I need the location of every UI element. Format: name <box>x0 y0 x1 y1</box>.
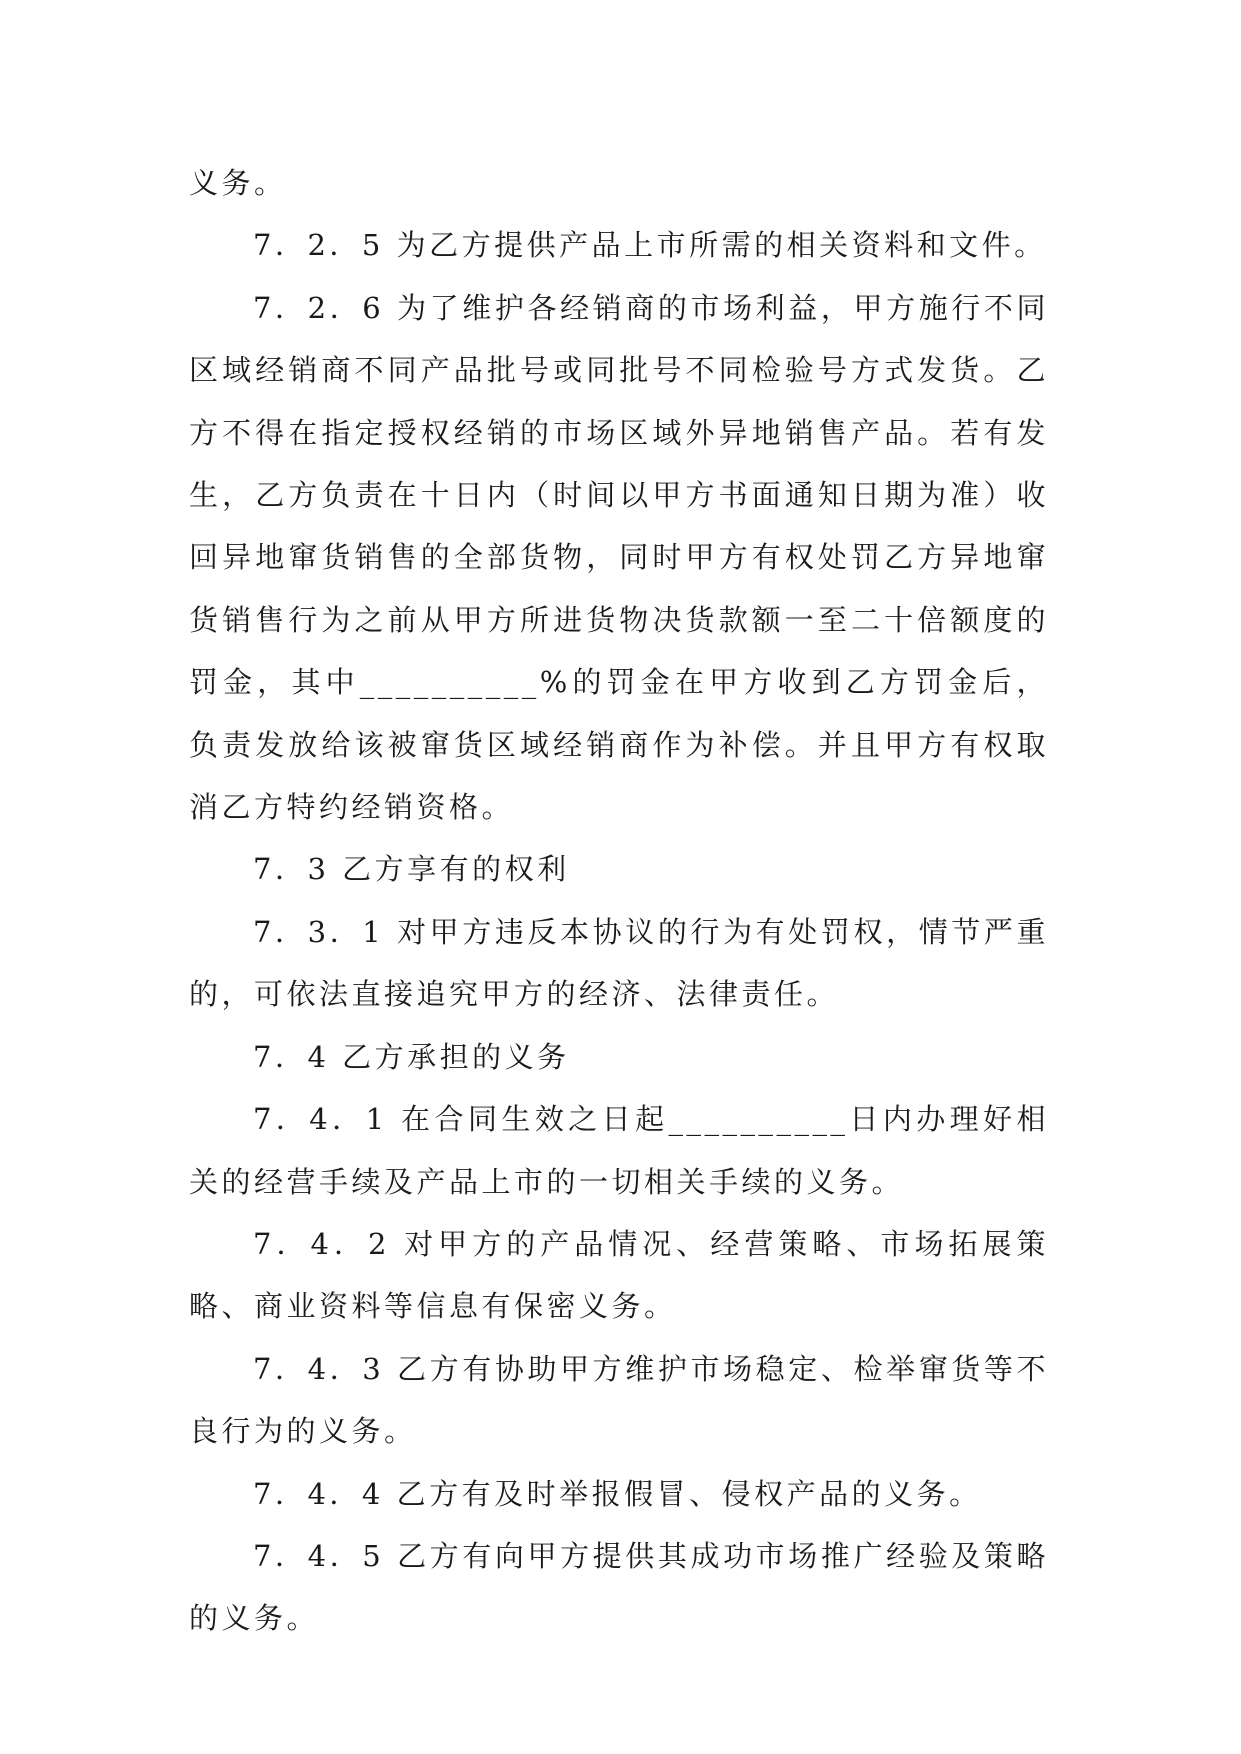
clause-7-4-2: 7．4．2 对甲方的产品情况、经营策略、市场拓展策略、商业资料等信息有保密义务。 <box>189 1226 1049 1324</box>
clause-7-3-1: 7．3．1 对甲方违反本协议的行为有处罚权，情节严重的，可依法直接追究甲方的经济、法律责任。 <box>189 914 1049 1012</box>
clause-7-2-5: 7．2．5 为乙方提供产品上市所需的相关资料和文件。 <box>253 228 1047 263</box>
section-7-3-heading: 7．3 乙方享有的权利 <box>253 852 570 887</box>
document-body <box>189 152 1049 1650</box>
paragraph-continuation: 义务。 <box>189 166 287 200</box>
clause-7-4-4: 7．4．4 乙方有及时举报假冒、侵权产品的义务。 <box>253 1476 982 1511</box>
clause-7-4-3: 7．4．3 乙方有协助甲方维护市场稳定、检举窜货等不良行为的义务。 <box>189 1351 1049 1449</box>
clause-7-2-6: 7．2．6 为了维护各经销商的市场利益，甲方施行不同区域经销商不同产品批号或同批号不同检验号方式发货。乙方不得在指定授权经销的市场区域外异地销售产品。若有发生，乙方负责在十日内（时间以甲方书面通知日期为准）收回异地窜货销售的全部货物，同时甲方有权处罚乙方异地窜货销售行为之前从甲方所进货物决货款额一至二十倍额度的罚金，其中__________%的罚金在甲方收到乙方罚金后，负责发放给该被窜货区域经销商作为补偿。并且甲方有权取消乙方特约经销资格。 <box>189 290 1049 825</box>
section-7-4-heading: 7．4 乙方承担的义务 <box>253 1039 570 1074</box>
clause-7-4-1: 7．4．1 在合同生效之日起__________日内办理好相关的经营手续及产品上市的一切相关手续的义务。 <box>189 1102 1049 1199</box>
clause-7-4-5: 7．4．5 乙方有向甲方提供其成功市场推广经验及策略的义务。 <box>189 1538 1049 1636</box>
